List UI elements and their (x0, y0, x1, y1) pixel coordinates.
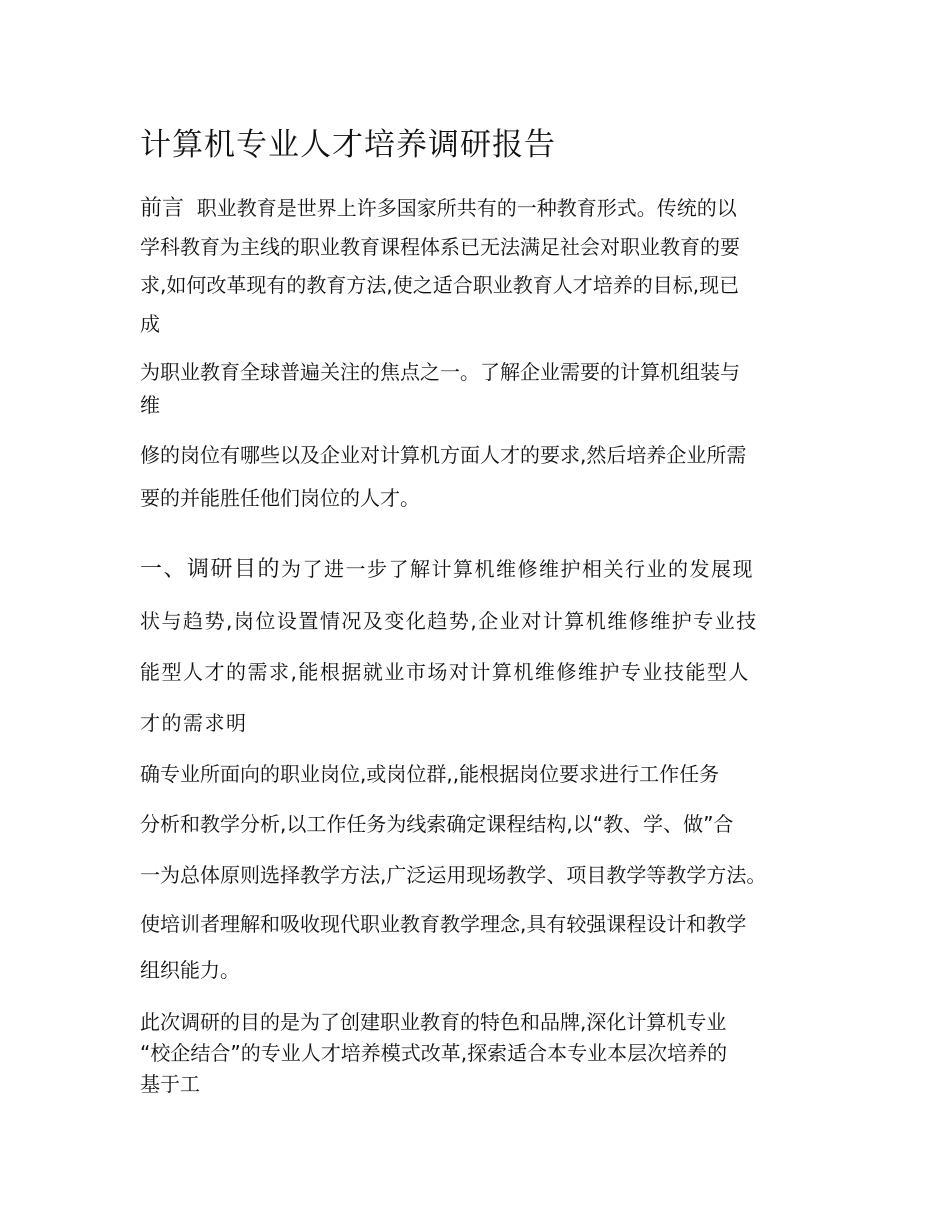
section1-line-1 (140, 557, 754, 582)
section1-line-2: 状与趋势,岗位设置情况及变化趋势,企业对计算机维修维护专业技 (140, 609, 758, 633)
section1-line-12: 基于工 (140, 1072, 200, 1096)
preface-line-4: 成 (140, 312, 160, 336)
section1-line-10: 此次调研的目的是为了创建职业教育的特色和品牌,深化计算机专业 (140, 1010, 727, 1034)
section1-line-11: “校企结合”的专业人才培养模式改革,探索适合本专业本层次培养的 (140, 1041, 728, 1065)
section1-line-9: 组织能力。 (140, 958, 240, 982)
preface-line-2: 学科教育为主线的职业教育课程体系已无法满足社会对职业教育的要 (140, 235, 740, 259)
preface-heading: 前言 (140, 196, 185, 221)
section1-line-5: 确专业所面向的职业岗位,或岗位群,,能根据岗位要求进行工作任务 (140, 762, 720, 786)
document-title: 计算机专业人才培养调研报告 (140, 127, 556, 163)
preface-line-7: 修的岗位有哪些以及企业对计算机方面人才的要求,然后培养企业所需 (140, 443, 747, 467)
section1-line-4: 才的需求明 (140, 711, 248, 735)
section1-line-8: 使培训者理解和吸收现代职业教育教学理念,具有较强课程设计和教学 (140, 912, 747, 936)
section1-line-6: 分析和教学分析,以工作任务为线索确定课程结构,以“教、学、做”合 (140, 812, 734, 836)
preface-line-8: 要的并能胜任他们岗位的人才。 (140, 486, 420, 510)
section1-line-3: 能型人才的需求,能根据就业市场对计算机维修维护专业技能型人 (140, 660, 750, 684)
preface-text: 职业教育是世界上许多国家所共有的一种教育形式。传统的以 (196, 196, 737, 220)
preface-line-5: 为职业教育全球普遍关注的焦点之一。了解企业需要的计算机组装与 (140, 360, 740, 384)
preface-line-6: 维 (140, 393, 160, 417)
section1-heading: 一、调研目的 (140, 557, 282, 582)
preface-line-1 (140, 196, 737, 221)
section1-text: 为了进一步了解计算机维修维护相关行业的发展现 (281, 557, 755, 581)
preface-line-3: 求,如何改革现有的教育方法,使之适合职业教育人才培养的目标,现已 (140, 273, 740, 297)
section1-line-7: 一为总体原则选择教学方法,广泛运用现场教学、项目教学等教学方法。 (140, 863, 767, 887)
